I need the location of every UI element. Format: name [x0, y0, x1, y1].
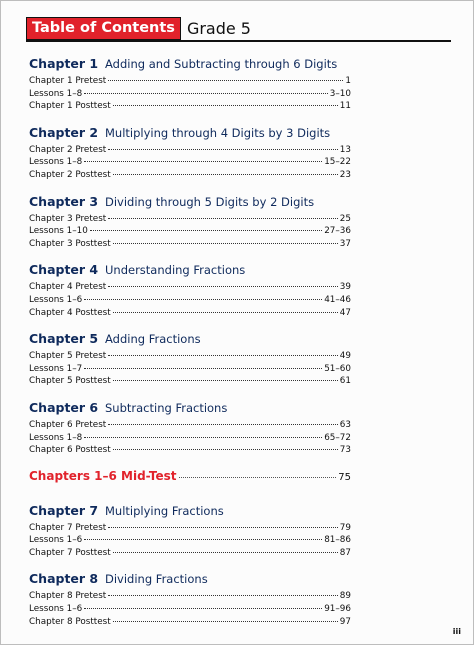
midtest-page: 75 [338, 471, 351, 483]
chapter-number: Chapter 2 [29, 124, 99, 140]
chapter-section [29, 331, 351, 388]
chapter-section [29, 262, 351, 319]
entry-label: Lessons 1–6 [29, 604, 83, 615]
toc-entry [29, 547, 351, 560]
chapter-section [29, 400, 351, 457]
dot-leader [84, 299, 322, 300]
entry-page: 1 [345, 76, 351, 86]
entry-page: 3–10 [329, 88, 351, 99]
toc-entry [29, 281, 351, 294]
entry-page: 13 [339, 144, 351, 155]
header-divider [26, 40, 451, 42]
dot-leader [113, 380, 338, 381]
toc-entry [29, 590, 351, 603]
dot-leader [108, 218, 338, 219]
entry-page: 11 [339, 101, 351, 112]
entry-label: Chapter 4 Posttest [29, 307, 111, 318]
toc-entry [29, 88, 351, 101]
dot-leader [108, 149, 338, 150]
dot-leader [113, 449, 338, 450]
chapter-heading [29, 331, 351, 347]
entry-page: 61 [339, 376, 351, 387]
entry-label: Chapter 7 Pretest [29, 522, 107, 533]
entry-page: 49 [339, 351, 351, 362]
entry-label: Lessons 1–8 [29, 432, 83, 443]
chapter-section [29, 571, 351, 628]
chapter-number: Chapter 1 [29, 56, 99, 71]
midtest-entry [29, 469, 351, 485]
toc-entry [29, 225, 351, 238]
entry-label: Chapter 6 Posttest [29, 445, 111, 456]
entry-page: 87 [339, 547, 351, 558]
chapter-heading [29, 571, 351, 587]
chapter-section [29, 125, 351, 182]
dot-leader [108, 286, 338, 287]
toc-entry [29, 75, 351, 88]
entry-page: 37 [339, 238, 351, 249]
entry-label: Chapter 4 Pretest [29, 282, 107, 293]
dot-leader [179, 477, 337, 478]
chapter-title: Multiplying through 4 Digits by 3 Digits [105, 125, 331, 140]
chapter-title: Dividing Fractions [105, 572, 208, 587]
dot-leader [84, 93, 328, 94]
chapters-list [29, 503, 351, 629]
entry-label: Lessons 1–10 [29, 226, 88, 237]
chapter-number: Chapter 6 [29, 399, 99, 415]
dot-leader [108, 80, 343, 81]
dot-leader [113, 105, 338, 106]
entry-page: 15–22 [324, 157, 351, 168]
chapter-title: Adding and Subtracting through 6 Digits [105, 57, 338, 71]
entry-label: Chapter 8 Pretest [29, 591, 107, 602]
chapter-heading [29, 400, 351, 416]
dot-leader [84, 608, 322, 609]
chapter-heading [29, 56, 351, 72]
entry-page: 63 [339, 419, 351, 430]
entry-label: Lessons 1–8 [29, 157, 83, 168]
chapter-title: Understanding Fractions [105, 263, 246, 278]
entry-page: 47 [339, 307, 351, 318]
dot-leader [84, 161, 322, 162]
chapter-number: Chapter 4 [29, 262, 99, 278]
entry-page: 97 [339, 616, 351, 627]
entry-label: Chapter 3 Posttest [29, 238, 111, 249]
dot-leader [113, 621, 338, 622]
toc-header [26, 17, 251, 40]
entry-page: 39 [339, 282, 351, 293]
chapter-title: Dividing through 5 Digits by 2 Digits [105, 194, 315, 209]
entry-page: 73 [339, 445, 351, 456]
entry-label: Lessons 1–7 [29, 363, 83, 374]
entry-label: Chapter 7 Posttest [29, 547, 111, 558]
dot-leader [108, 595, 338, 596]
dot-leader [84, 539, 322, 540]
chapter-section [29, 56, 351, 113]
chapter-heading [29, 125, 351, 141]
entry-page: 27–36 [324, 226, 351, 237]
toc-entry [29, 294, 351, 307]
chapter-heading [29, 194, 351, 210]
table-of-contents [29, 56, 351, 640]
entry-label: Chapter 6 Pretest [29, 419, 107, 430]
chapter-title: Subtracting Fractions [105, 400, 228, 415]
dot-leader [113, 243, 338, 244]
dot-leader [84, 437, 322, 438]
toc-entry [29, 419, 351, 432]
entry-label: Chapter 3 Pretest [29, 213, 107, 224]
grade-label: Grade 5 [186, 19, 251, 38]
chapters-list [29, 56, 351, 457]
entry-page: 25 [339, 213, 351, 224]
entry-page: 41–46 [324, 294, 351, 305]
chapter-number: Chapter 5 [29, 331, 99, 347]
toc-entry [29, 238, 351, 251]
toc-entry [29, 169, 351, 182]
toc-entry [29, 522, 351, 535]
entry-label: Chapter 2 Pretest [29, 144, 107, 155]
entry-label: Chapter 5 Posttest [29, 376, 111, 387]
toc-entry [29, 603, 351, 616]
toc-entry [29, 213, 351, 226]
midtest-label: Chapters 1–6 Mid-Test [29, 468, 177, 483]
toc-title-box: Table of Contents [26, 17, 181, 40]
entry-label: Chapter 5 Pretest [29, 351, 107, 362]
chapter-number: Chapter 8 [29, 571, 99, 587]
page-number: iii [452, 627, 461, 636]
dot-leader [90, 230, 322, 231]
entry-label: Lessons 1–8 [29, 88, 83, 99]
entry-page: 89 [339, 591, 351, 602]
toc-entry [29, 375, 351, 388]
entry-label: Chapter 8 Posttest [29, 616, 111, 627]
dot-leader [108, 527, 338, 528]
toc-entry [29, 307, 351, 320]
toc-entry [29, 350, 351, 363]
chapter-section [29, 503, 351, 560]
entry-page: 81–86 [324, 535, 351, 546]
chapter-title: Adding Fractions [105, 332, 201, 347]
entry-page: 23 [339, 169, 351, 180]
dot-leader [84, 368, 322, 369]
chapter-number: Chapter 7 [29, 502, 99, 518]
toc-entry [29, 616, 351, 629]
dot-leader [108, 424, 338, 425]
toc-entry [29, 534, 351, 547]
toc-entry [29, 363, 351, 376]
toc-entry [29, 432, 351, 445]
dot-leader [113, 552, 338, 553]
entry-label: Lessons 1–6 [29, 294, 83, 305]
entry-page: 79 [339, 522, 351, 533]
chapter-title: Multiplying Fractions [105, 503, 224, 518]
toc-entry [29, 100, 351, 113]
entry-page: 65–72 [324, 432, 351, 443]
entry-label: Lessons 1–6 [29, 535, 83, 546]
chapter-heading [29, 262, 351, 278]
toc-entry [29, 144, 351, 157]
entry-label: Chapter 1 Pretest [29, 76, 107, 86]
dot-leader [113, 174, 338, 175]
chapter-number: Chapter 3 [29, 193, 99, 209]
chapter-heading [29, 503, 351, 519]
entry-label: Chapter 1 Posttest [29, 101, 111, 112]
entry-label: Chapter 2 Posttest [29, 169, 111, 180]
entry-page: 51–60 [324, 363, 351, 374]
dot-leader [108, 355, 338, 356]
chapter-section [29, 194, 351, 251]
dot-leader [113, 312, 338, 313]
toc-entry [29, 156, 351, 169]
toc-entry [29, 444, 351, 457]
entry-page: 91–96 [324, 604, 351, 615]
